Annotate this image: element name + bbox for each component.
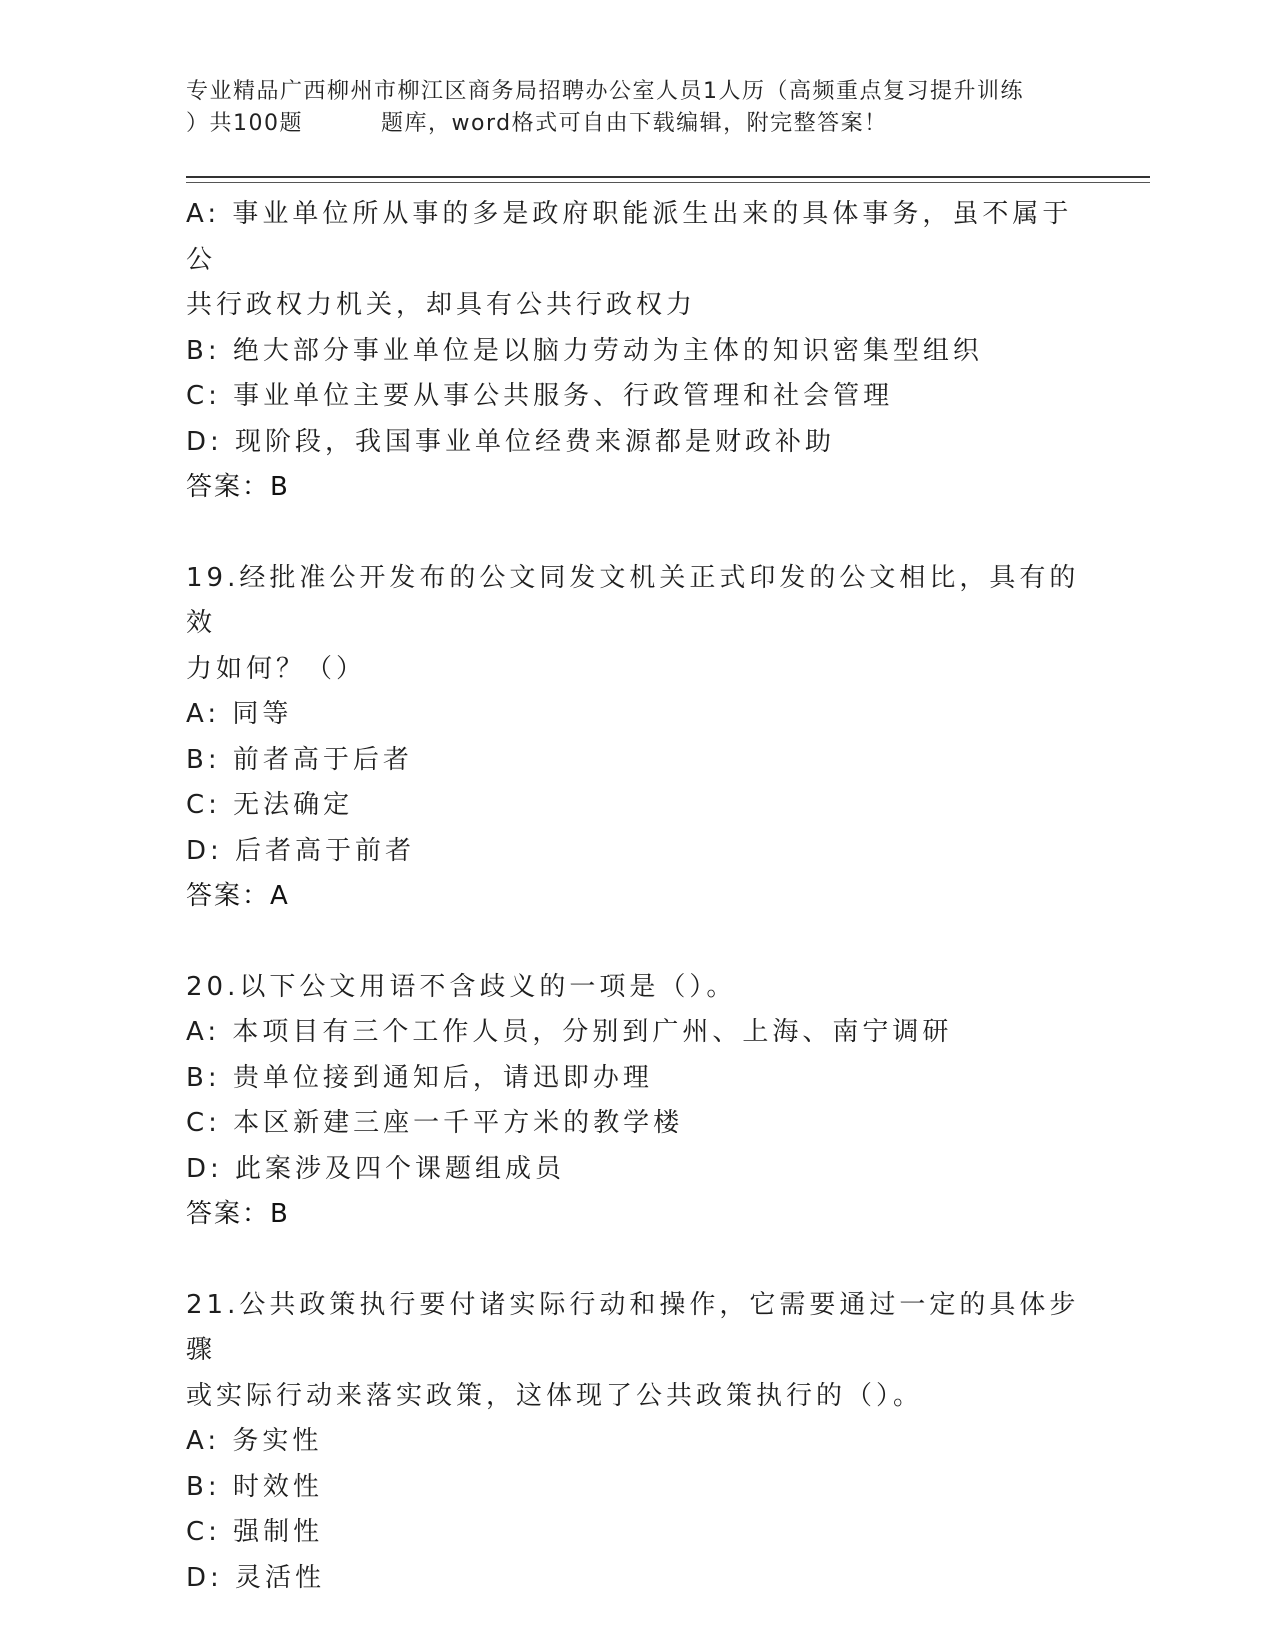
header-title-line2 (186, 108, 1086, 140)
document-header (186, 76, 1086, 140)
question-stem-line1: 20.以下公文用语不含歧义的一项是（）。 (186, 971, 737, 1002)
question-stem-line2: 或实际行动来落实政策，这体现了公共政策执行的（）。 (186, 1380, 924, 1411)
question-stem-line2: 力如何？（） (186, 653, 367, 684)
option-a-line1: A: 事业单位所从事的多是政府职能派生出来的具体事务，虽不属于公 (186, 199, 1073, 275)
question-21-block (186, 1283, 1086, 1602)
question-list (186, 192, 1086, 1601)
header-title-line1: 专业精品广西柳州市柳江区商务局招聘办公室人员1人历（高频重点复习提升训练 (186, 79, 1024, 104)
option-a: A: 同等 (186, 699, 293, 729)
question-stem-line1: 19.经批准公开发布的公文同发文机关正式印发的公文相比，具有的效 (186, 562, 1080, 638)
option-a: A: 本项目有三个工作人员，分别到广州、上海、南宁调研 (186, 1017, 953, 1047)
option-b: B: 时效性 (186, 1471, 323, 1502)
header-divider-thick (186, 176, 1150, 178)
header-title-line2-b: 题库，word格式可自由下载编辑，附完整答案！ (381, 111, 888, 136)
question-stem-line1: 21.公共政策执行要付诸实际行动和操作，它需要通过一定的具体步骤 (186, 1289, 1080, 1365)
header-title-line2-a: ）共100题 (186, 111, 303, 136)
option-b: B: 前者高于后者 (186, 744, 413, 775)
option-b: B: 贵单位接到通知后，请迅即办理 (186, 1062, 653, 1093)
option-c: C: 本区新建三座一千平方米的教学楼 (186, 1108, 684, 1138)
option-d: D: 现阶段，我国事业单位经费来源都是财政补助 (186, 426, 836, 457)
answer-label: 答案：B (186, 1199, 290, 1229)
answer-label: 答案：A (186, 881, 290, 911)
header-divider-thin (186, 182, 1150, 183)
option-c: C: 无法确定 (186, 790, 354, 820)
option-a: A: 务实性 (186, 1426, 323, 1456)
option-a-line2: 共行政权力机关，却具有公共行政权力 (186, 290, 697, 320)
question-18-block (186, 192, 1086, 511)
option-d: D: 灵活性 (186, 1562, 326, 1593)
option-c: C: 强制性 (186, 1517, 324, 1547)
question-19-block (186, 556, 1086, 920)
option-d: D: 此案涉及四个课题组成员 (186, 1153, 566, 1184)
answer-label: 答案：B (186, 472, 290, 502)
option-b: B: 绝大部分事业单位是以脑力劳动为主体的知识密集型组织 (186, 335, 983, 366)
option-c: C: 事业单位主要从事公共服务、行政管理和社会管理 (186, 381, 894, 411)
option-d: D: 后者高于前者 (186, 835, 416, 866)
question-20-block (186, 965, 1086, 1238)
